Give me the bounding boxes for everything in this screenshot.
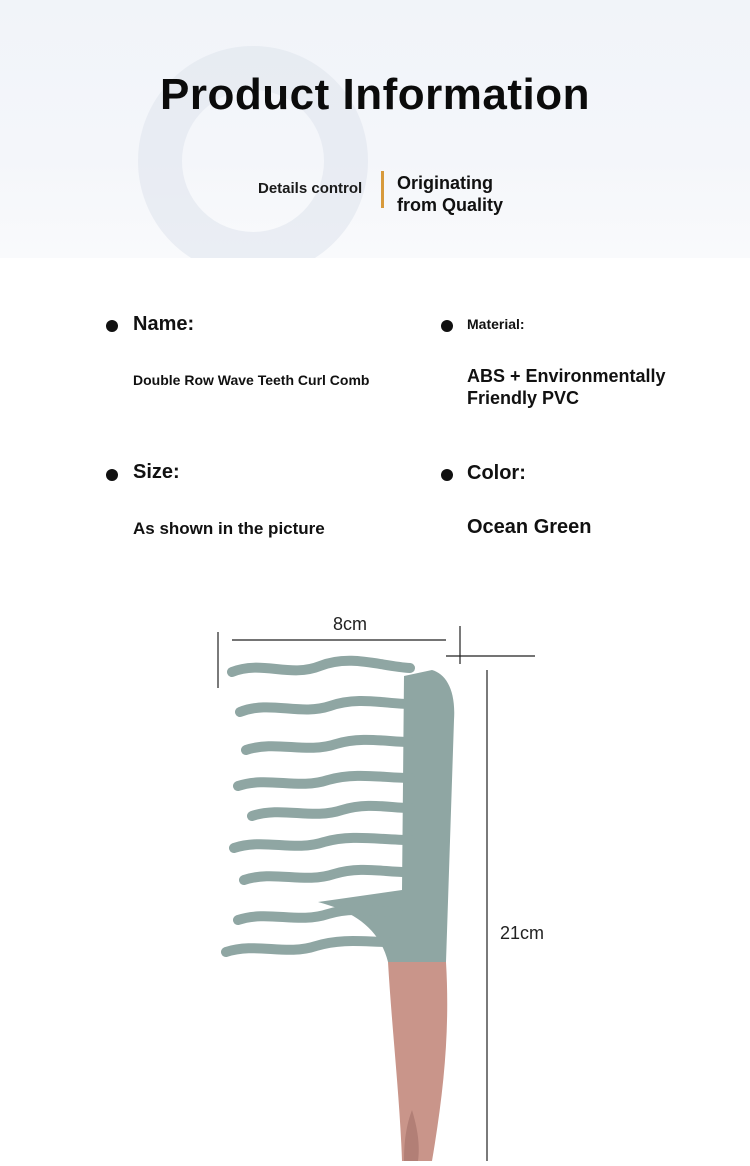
name-value: Double Row Wave Teeth Curl Comb (133, 372, 370, 388)
bullet-dot (441, 469, 453, 481)
comb-teeth (226, 661, 410, 952)
size-label: Size: (133, 461, 180, 483)
originating-line-2: from Quality (397, 195, 504, 215)
material-value-line-1: ABS + Environmentally (467, 366, 666, 386)
comb-illustration (0, 590, 750, 1161)
material-value-line-2: Friendly PVC (467, 388, 580, 408)
header-banner (0, 0, 750, 258)
material-label: Material: (467, 316, 525, 332)
material-value (467, 365, 666, 409)
originating-line-1: Originating (397, 173, 493, 193)
originating-tagline (397, 172, 503, 216)
bullet-dot (106, 469, 118, 481)
comb-handle (388, 962, 447, 1161)
bullet-dot (106, 320, 118, 332)
details-control-label: Details control (258, 180, 363, 197)
size-value: As shown in the picture (133, 519, 325, 538)
accent-divider (381, 171, 384, 208)
comb-drawing (0, 590, 750, 1161)
name-label: Name: (133, 313, 195, 335)
page-title: Product Information (160, 70, 590, 119)
bullet-dot (441, 320, 453, 332)
height-dim-label: 21cm (499, 923, 545, 943)
width-dim-label: 8cm (332, 614, 368, 634)
color-value: Ocean Green (467, 516, 592, 538)
color-label: Color: (467, 462, 526, 484)
